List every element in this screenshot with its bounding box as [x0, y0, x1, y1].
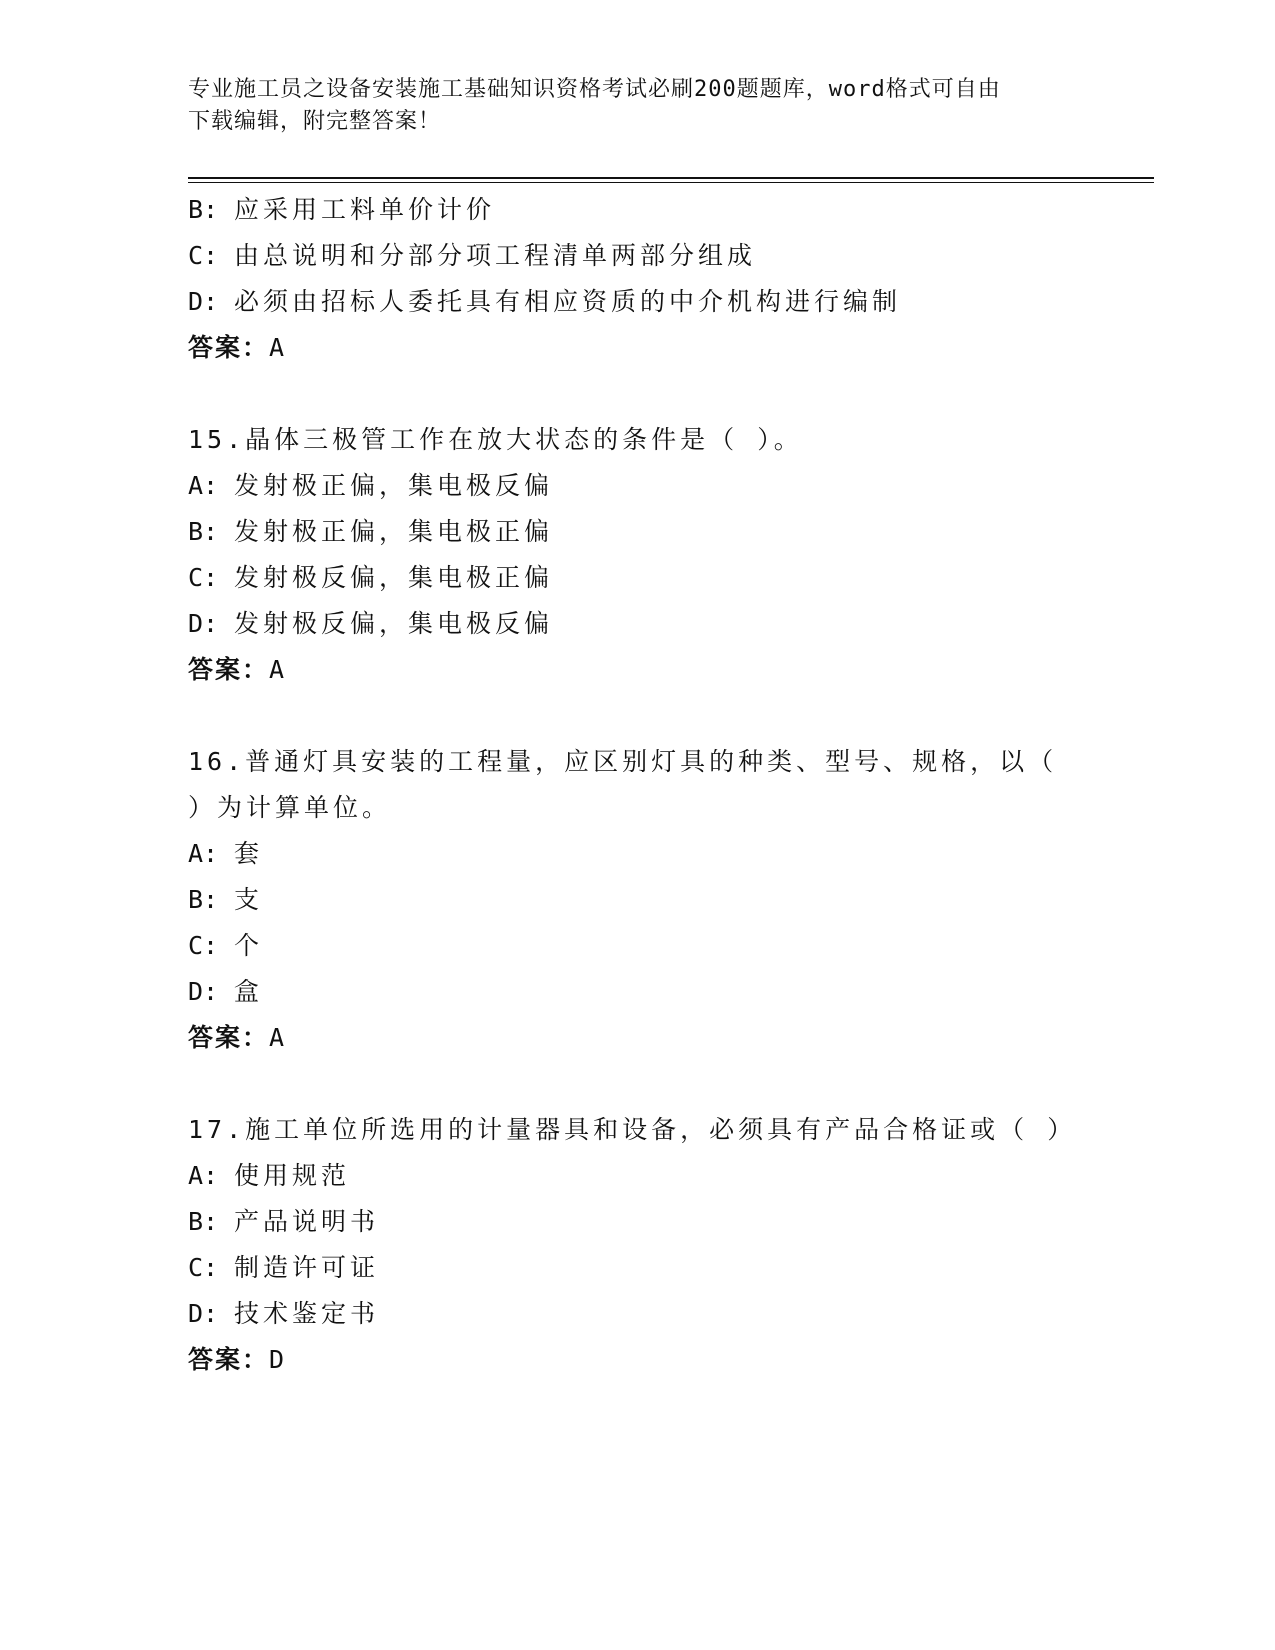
option-b: [188, 187, 1088, 233]
option-label: D:: [188, 287, 219, 316]
option-b: [188, 877, 1088, 923]
question-stem-line-2: ）为计算单位。: [188, 793, 392, 822]
option-label: B:: [188, 517, 219, 546]
option-a: [188, 463, 1088, 509]
option-label: D:: [188, 609, 219, 638]
option-text: 盒: [234, 977, 264, 1006]
option-label: C:: [188, 241, 219, 270]
option-d: [188, 1291, 1088, 1337]
question-stem-line-1: 16.普通灯具安装的工程量，应区别灯具的种类、型号、规格，以（: [188, 747, 1058, 776]
option-text: 技术鉴定书: [234, 1299, 380, 1328]
option-label: B:: [188, 1207, 219, 1236]
option-text: 应采用工料单价计价: [234, 195, 496, 224]
option-text: 支: [234, 885, 264, 914]
option-text: 使用规范: [234, 1161, 351, 1190]
question-spacer: [188, 693, 1088, 739]
answer-line: [188, 1015, 1088, 1061]
question-spacer: [188, 1061, 1088, 1107]
answer-value: A: [269, 1023, 285, 1052]
option-label: C:: [188, 1253, 219, 1282]
option-label: A:: [188, 1161, 219, 1190]
question-17: [188, 1107, 1088, 1383]
question-stem: 15.晶体三极管工作在放大状态的条件是（ ）。: [188, 425, 803, 454]
option-text: 制造许可证: [234, 1253, 380, 1282]
option-text: 发射极正偏，集电极反偏: [234, 471, 554, 500]
option-text: 个: [234, 931, 264, 960]
option-label: A:: [188, 839, 219, 868]
header-divider-thick: [188, 177, 1154, 179]
answer-line: [188, 1337, 1088, 1383]
option-text: 发射极正偏，集电极正偏: [234, 517, 554, 546]
answer-line: [188, 325, 1088, 371]
answer-value: A: [269, 333, 285, 362]
option-a: [188, 831, 1088, 877]
option-label: C:: [188, 563, 219, 592]
option-d: [188, 279, 1088, 325]
option-text: 发射极反偏，集电极正偏: [234, 563, 554, 592]
option-text: 必须由招标人委托具有相应资质的中介机构进行编制: [234, 287, 902, 316]
question-stem: 17.施工单位所选用的计量器具和设备，必须具有产品合格证或（ ）: [188, 1115, 1077, 1144]
option-d: [188, 969, 1088, 1015]
question-16: [188, 739, 1088, 1061]
option-text: 套: [234, 839, 264, 868]
option-c: [188, 233, 1088, 279]
option-c: [188, 923, 1088, 969]
option-label: D:: [188, 1299, 219, 1328]
answer-line: [188, 647, 1088, 693]
option-c: [188, 555, 1088, 601]
option-label: B:: [188, 195, 219, 224]
option-label: B:: [188, 885, 219, 914]
option-text: 由总说明和分部分项工程清单两部分组成: [234, 241, 757, 270]
answer-value: D: [269, 1345, 285, 1374]
header-line-2: 下载编辑，附完整答案！: [188, 109, 442, 134]
header-divider-thin: [188, 182, 1154, 183]
question-14-partial: [188, 187, 1088, 371]
answer-value: A: [269, 655, 285, 684]
option-text: 发射极反偏，集电极反偏: [234, 609, 554, 638]
option-b: [188, 1199, 1088, 1245]
option-a: [188, 1153, 1088, 1199]
question-spacer: [188, 371, 1088, 417]
answer-label: 答案：: [188, 655, 270, 684]
option-label: D:: [188, 977, 219, 1006]
question-15: [188, 417, 1088, 693]
option-c: [188, 1245, 1088, 1291]
answer-label: 答案：: [188, 1345, 270, 1374]
question-list: [188, 187, 1088, 1383]
option-b: [188, 509, 1088, 555]
header-line-1: 专业施工员之设备安装施工基础知识资格考试必刷200题题库，word格式可自由: [188, 77, 1001, 102]
answer-label: 答案：: [188, 1023, 270, 1052]
option-d: [188, 601, 1088, 647]
answer-label: 答案：: [188, 333, 270, 362]
option-label: A:: [188, 471, 219, 500]
option-label: C:: [188, 931, 219, 960]
option-text: 产品说明书: [234, 1207, 380, 1236]
document-header: [188, 74, 1088, 138]
